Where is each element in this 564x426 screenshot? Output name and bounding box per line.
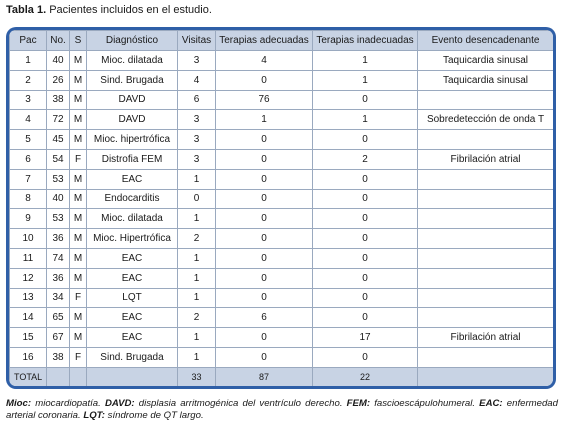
table-body bbox=[10, 51, 554, 387]
table-cell: Sobredetección de onda T bbox=[418, 110, 554, 130]
table-cell: 0 bbox=[313, 347, 418, 367]
table-cell: EAC bbox=[87, 268, 178, 288]
table-cell: 67 bbox=[47, 328, 70, 348]
table-cell: 0 bbox=[313, 189, 418, 209]
table-cell: 65 bbox=[47, 308, 70, 328]
footnote-definition: fascioescápulohumeral. bbox=[370, 398, 480, 409]
table-cell: 2 bbox=[178, 229, 216, 249]
table-cell: 1 bbox=[178, 268, 216, 288]
total-cell bbox=[70, 367, 87, 386]
table-cell: 0 bbox=[313, 288, 418, 308]
table-cell: 0 bbox=[216, 328, 313, 348]
table-cell: 0 bbox=[216, 268, 313, 288]
total-cell bbox=[87, 367, 178, 386]
table-cell: 4 bbox=[10, 110, 47, 130]
table-cell: 13 bbox=[10, 288, 47, 308]
table-cell: 3 bbox=[178, 149, 216, 169]
table-cell bbox=[418, 288, 554, 308]
table-row bbox=[10, 268, 554, 288]
table-row bbox=[10, 328, 554, 348]
table-row bbox=[10, 209, 554, 229]
table-cell: 17 bbox=[313, 328, 418, 348]
table-row bbox=[10, 110, 554, 130]
table-cell: Mioc. Hipertrófica bbox=[87, 229, 178, 249]
table-cell: M bbox=[70, 209, 87, 229]
table-cell: 3 bbox=[178, 51, 216, 71]
table-cell: 0 bbox=[216, 248, 313, 268]
table-cell: LQT bbox=[87, 288, 178, 308]
table-cell: Endocarditis bbox=[87, 189, 178, 209]
table-cell: M bbox=[70, 248, 87, 268]
table-cell: M bbox=[70, 51, 87, 71]
table-cell bbox=[418, 308, 554, 328]
table-cell: M bbox=[70, 229, 87, 249]
table-cell: 0 bbox=[216, 209, 313, 229]
table-cell: 0 bbox=[313, 268, 418, 288]
total-cell: 22 bbox=[313, 367, 418, 386]
table-cell: 54 bbox=[47, 149, 70, 169]
table-cell: EAC bbox=[87, 169, 178, 189]
table-cell: M bbox=[70, 268, 87, 288]
patients-table bbox=[9, 30, 553, 386]
table-cell: 1 bbox=[178, 209, 216, 229]
table-cell bbox=[418, 130, 554, 150]
table-cell: 16 bbox=[10, 347, 47, 367]
table-cell: 14 bbox=[10, 308, 47, 328]
footnote-definition: enfermedad arterial coronaria. bbox=[6, 398, 558, 421]
table-cell: 2 bbox=[10, 70, 47, 90]
table-cell bbox=[418, 347, 554, 367]
table-cell: 0 bbox=[313, 130, 418, 150]
table-cell: M bbox=[70, 169, 87, 189]
table-cell: Sind. Brugada bbox=[87, 347, 178, 367]
table-cell: 53 bbox=[47, 209, 70, 229]
table-cell: EAC bbox=[87, 308, 178, 328]
footnote-term: DAVD: bbox=[104, 398, 135, 409]
table-cell: 72 bbox=[47, 110, 70, 130]
table-row bbox=[10, 51, 554, 71]
total-label: TOTAL bbox=[10, 367, 47, 386]
footnote-definition: miocardiopatía. bbox=[31, 398, 105, 409]
table-row bbox=[10, 149, 554, 169]
table-cell bbox=[418, 229, 554, 249]
table-cell bbox=[418, 90, 554, 110]
table-cell: Mioc. dilatada bbox=[87, 209, 178, 229]
table-cell: 34 bbox=[47, 288, 70, 308]
table-cell: 45 bbox=[47, 130, 70, 150]
table-cell: 6 bbox=[178, 90, 216, 110]
table-row bbox=[10, 248, 554, 268]
table-cell: 0 bbox=[216, 130, 313, 150]
footnote-definition: síndrome de QT largo. bbox=[105, 410, 204, 421]
table-cell: 6 bbox=[216, 308, 313, 328]
table-cell bbox=[418, 189, 554, 209]
footnote-term: EAC: bbox=[479, 398, 503, 409]
table-cell: 0 bbox=[313, 209, 418, 229]
table-cell: F bbox=[70, 288, 87, 308]
total-cell bbox=[418, 367, 554, 386]
table-cell: Sind. Brugada bbox=[87, 70, 178, 90]
table-cell: 2 bbox=[313, 149, 418, 169]
table-cell: 40 bbox=[47, 51, 70, 71]
table-cell: 3 bbox=[178, 110, 216, 130]
table-cell bbox=[418, 248, 554, 268]
table-cell: 1 bbox=[313, 70, 418, 90]
table-cell: M bbox=[70, 130, 87, 150]
table-cell bbox=[418, 169, 554, 189]
table-cell: 0 bbox=[313, 169, 418, 189]
table-cell: 0 bbox=[313, 229, 418, 249]
table-cell: M bbox=[70, 110, 87, 130]
caption-text: Pacientes incluidos en el estudio. bbox=[46, 4, 212, 16]
table-cell: 1 bbox=[10, 51, 47, 71]
table-cell: 0 bbox=[216, 189, 313, 209]
table-cell: 0 bbox=[216, 70, 313, 90]
table-cell: 0 bbox=[313, 90, 418, 110]
footnote-definition: displasia arritmogénica del ventrículo derecho. bbox=[134, 398, 347, 409]
table-cell bbox=[418, 209, 554, 229]
table-row bbox=[10, 347, 554, 367]
table-cell: 7 bbox=[10, 169, 47, 189]
table-cell: 3 bbox=[178, 130, 216, 150]
table-cell: DAVD bbox=[87, 90, 178, 110]
table-cell: F bbox=[70, 149, 87, 169]
table-cell: 0 bbox=[216, 149, 313, 169]
table-cell: 76 bbox=[216, 90, 313, 110]
header-row bbox=[10, 31, 554, 51]
table-cell: 15 bbox=[10, 328, 47, 348]
table-cell: Mioc. hipertrófica bbox=[87, 130, 178, 150]
table-cell: 12 bbox=[10, 268, 47, 288]
column-header: Terapias adecuadas bbox=[216, 31, 313, 51]
table-cell: 0 bbox=[178, 189, 216, 209]
table-cell: 5 bbox=[10, 130, 47, 150]
table-cell: 0 bbox=[216, 229, 313, 249]
total-cell bbox=[47, 367, 70, 386]
table-frame bbox=[6, 27, 556, 389]
table-cell: 6 bbox=[10, 149, 47, 169]
table-cell: 38 bbox=[47, 347, 70, 367]
table-cell: 36 bbox=[47, 229, 70, 249]
table-row bbox=[10, 70, 554, 90]
table-cell: Fibrilación atrial bbox=[418, 149, 554, 169]
table-cell: EAC bbox=[87, 328, 178, 348]
table-row bbox=[10, 229, 554, 249]
table-cell: 3 bbox=[10, 90, 47, 110]
column-header: Evento desencadenante bbox=[418, 31, 554, 51]
footnote-term: Mioc: bbox=[6, 398, 32, 409]
table-cell: 0 bbox=[313, 308, 418, 328]
table-row bbox=[10, 130, 554, 150]
table-cell: Fibrilación atrial bbox=[418, 328, 554, 348]
table-cell: 4 bbox=[216, 51, 313, 71]
table-cell: 1 bbox=[313, 110, 418, 130]
table-cell: M bbox=[70, 90, 87, 110]
table-row bbox=[10, 288, 554, 308]
table-cell: DAVD bbox=[87, 110, 178, 130]
table-row bbox=[10, 90, 554, 110]
caption-label: Tabla 1. bbox=[6, 4, 47, 16]
column-header: Pac bbox=[10, 31, 47, 51]
table-cell: F bbox=[70, 347, 87, 367]
table-inner bbox=[9, 30, 553, 386]
table-cell: 8 bbox=[10, 189, 47, 209]
table-cell: 4 bbox=[178, 70, 216, 90]
table-cell: 10 bbox=[10, 229, 47, 249]
table-row bbox=[10, 169, 554, 189]
table-cell: 1 bbox=[313, 51, 418, 71]
column-header: Terapias inadecuadas bbox=[313, 31, 418, 51]
table-cell: 0 bbox=[216, 169, 313, 189]
column-header: S bbox=[70, 31, 87, 51]
table-cell: M bbox=[70, 70, 87, 90]
table-cell bbox=[418, 268, 554, 288]
table-caption bbox=[6, 4, 212, 16]
table-cell: Taquicardia sinusal bbox=[418, 70, 554, 90]
table-row bbox=[10, 189, 554, 209]
table-cell: 11 bbox=[10, 248, 47, 268]
table-cell: 1 bbox=[178, 169, 216, 189]
footnote-term: LQT: bbox=[83, 410, 105, 421]
table-cell: 0 bbox=[313, 248, 418, 268]
table-cell: 9 bbox=[10, 209, 47, 229]
table-cell: 38 bbox=[47, 90, 70, 110]
table-cell: 26 bbox=[47, 70, 70, 90]
table-cell: 74 bbox=[47, 248, 70, 268]
column-header: Diagnóstico bbox=[87, 31, 178, 51]
table-row bbox=[10, 308, 554, 328]
table-cell: 1 bbox=[178, 248, 216, 268]
total-cell: 87 bbox=[216, 367, 313, 386]
total-cell: 33 bbox=[178, 367, 216, 386]
table-cell: 1 bbox=[178, 328, 216, 348]
table-cell: 0 bbox=[216, 288, 313, 308]
column-header: Visitas bbox=[178, 31, 216, 51]
table-cell: 40 bbox=[47, 189, 70, 209]
table-cell: Mioc. dilatada bbox=[87, 51, 178, 71]
table-cell: M bbox=[70, 308, 87, 328]
table-cell: 1 bbox=[178, 347, 216, 367]
total-row bbox=[10, 367, 554, 386]
table-footnote bbox=[6, 398, 558, 422]
table-cell: Distrofia FEM bbox=[87, 149, 178, 169]
table-cell: EAC bbox=[87, 248, 178, 268]
footnote-term: FEM: bbox=[346, 398, 371, 409]
table-cell: 0 bbox=[216, 347, 313, 367]
table-cell: Taquicardia sinusal bbox=[418, 51, 554, 71]
table-cell: 1 bbox=[216, 110, 313, 130]
table-cell: 2 bbox=[178, 308, 216, 328]
table-cell: 36 bbox=[47, 268, 70, 288]
table-cell: 53 bbox=[47, 169, 70, 189]
table-cell: M bbox=[70, 189, 87, 209]
table-cell: M bbox=[70, 328, 87, 348]
table-cell: 1 bbox=[178, 288, 216, 308]
column-header: No. bbox=[47, 31, 70, 51]
